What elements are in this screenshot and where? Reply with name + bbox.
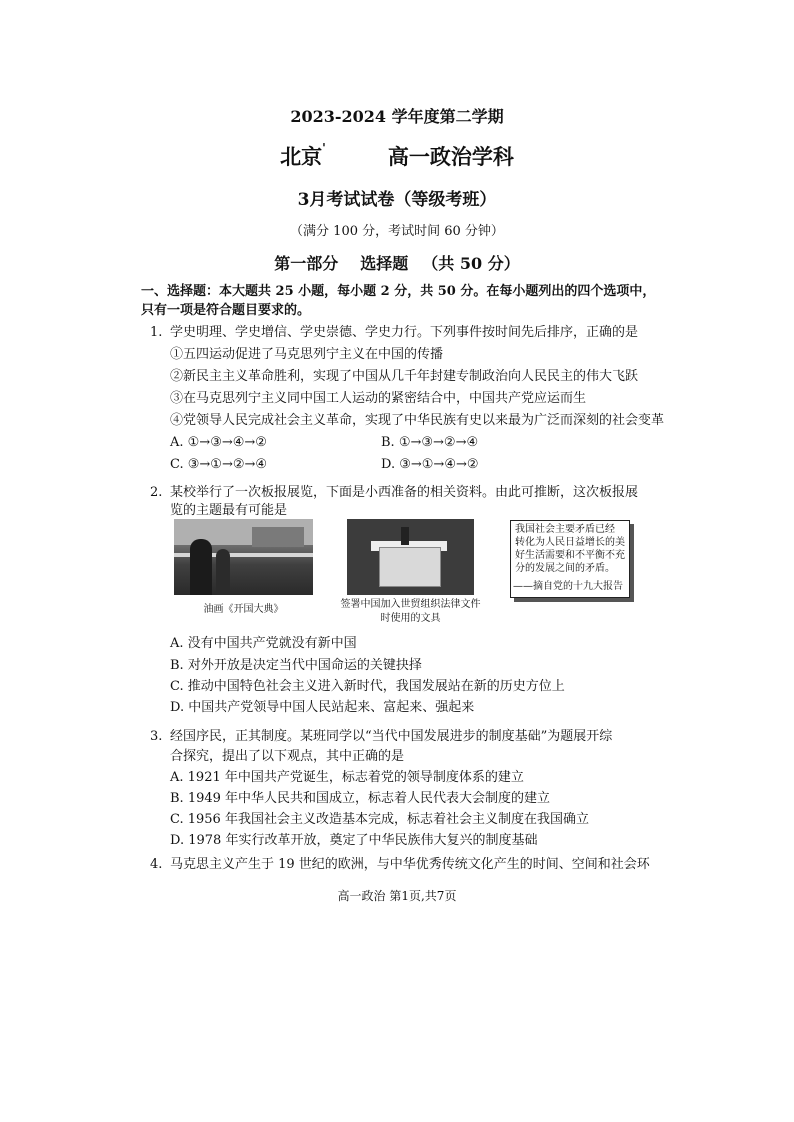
note-line-4: 分的发展之间的矛盾。 [515, 563, 615, 574]
q3-stem-line-1: 经国序民，正其制度。某班同学以“当代中国发展进步的制度基础”为题展开综 [170, 729, 613, 744]
q3-option-d: D. 1978 年实行改革开放，奠定了中华民族伟大复兴的制度基础 [170, 833, 538, 848]
q2-number: 2. [150, 485, 163, 500]
fig1-caption: 油画《开国大典》 [203, 604, 284, 615]
q3-option-b: B. 1949 年中华人民共和国成立，标志着人民代表大会制度的建立 [170, 791, 551, 806]
q3-option-a: A. 1921 年中国共产党诞生，标志着党的领导制度体系的建立 [170, 770, 524, 785]
note-line-3: 好生活需要和不平衡不充 [515, 550, 625, 561]
section-part: 第一部分 [274, 254, 339, 273]
note-line-2: 转化为人民日益增长的美 [515, 537, 625, 548]
term-title: 2023-2024 学年度第二学期 [290, 107, 504, 126]
note-source: ——摘自党的十九大报告 [513, 581, 623, 592]
school-name-mark: ' [322, 141, 326, 155]
report-quote-note [510, 520, 630, 598]
q1-option-d: D. ③→①→④→② [381, 457, 479, 472]
fig2-caption: 签署中国加入世贸组织法律文件时使用的文具 [340, 599, 481, 624]
section-score: （共 50 分） [422, 254, 520, 273]
q2-option-c: C. 推动中国特色社会主义进入新时代，我国发展站在新的历史方位上 [170, 679, 565, 694]
school-title [0, 141, 794, 171]
q1-option-a: A. ①→③→④→② [170, 435, 267, 450]
q1-item-2: ②新民主主义革命胜利，实现了中国从几千年封建专制政治向人民民主的伟大飞跃 [170, 369, 639, 384]
q3-number: 3. [150, 729, 163, 744]
q1-option-b: B. ①→③→②→④ [381, 435, 479, 450]
q2-stem-line-1: 某校举行了一次板报展览，下面是小西准备的相关资料。由此可推断，这次板报展 [170, 485, 639, 500]
q1-item-3: ③在马克思列宁主义同中国工人运动的紧密结合中，中国共产党应运而生 [170, 391, 587, 406]
section-name: 选择题 [360, 254, 409, 273]
page-footer: 高一政治 第1页,共7页 [337, 889, 457, 903]
exam-info: （满分 100 分，考试时间 60 分钟） [290, 224, 504, 239]
q1-number: 1. [150, 325, 163, 340]
section-heading [0, 251, 794, 274]
q1-option-c: C. ③→①→②→④ [170, 457, 268, 472]
q1-stem: 学史明理、学史增信、学史崇德、学史力行。下列事件按时间先后排序，正确的是 [170, 325, 639, 340]
exam-title: 3月考试试卷（等级考班） [297, 190, 497, 210]
instructions-line-2: 只有一项是符合题目要求的。 [141, 303, 311, 318]
q2-option-a: A. 没有中国共产党就没有新中国 [170, 636, 357, 651]
q2-option-b: B. 对外开放是决定当代中国命运的关键抉择 [170, 658, 422, 673]
q3-option-c: C. 1956 年我国社会主义改造基本完成，标志着社会主义制度在我国确立 [170, 812, 589, 827]
instructions-line-1: 一、选择题：本大题共 25 小题，每小题 2 分，共 50 分。在每小题列出的四个选项中， [141, 284, 656, 299]
q1-item-4: ④党领导人民完成社会主义革命，实现了中华民族有史以来最为广泛而深刻的社会变革 [170, 413, 665, 428]
founding-ceremony-painting [174, 519, 313, 595]
school-name-right: 高一政治学科 [387, 144, 514, 169]
wto-signing-stationery-photo [347, 519, 474, 595]
note-line-1: 我国社会主要矛盾已经 [515, 524, 615, 535]
q4-number: 4. [150, 857, 163, 872]
q3-stem-line-2: 合探究，提出了以下观点，其中正确的是 [170, 749, 405, 764]
school-name-left: 北京 [280, 144, 323, 169]
q1-item-1: ①五四运动促进了马克思列宁主义在中国的传播 [170, 347, 444, 362]
q4-stem-line-1: 马克思主义产生于 19 世纪的欧洲，与中华优秀传统文化产生的时间、空间和社会环 [170, 857, 650, 872]
q2-option-d: D. 中国共产党领导中国人民站起来、富起来、强起来 [170, 700, 475, 715]
q2-stem-line-2: 览的主题最有可能是 [170, 503, 288, 518]
